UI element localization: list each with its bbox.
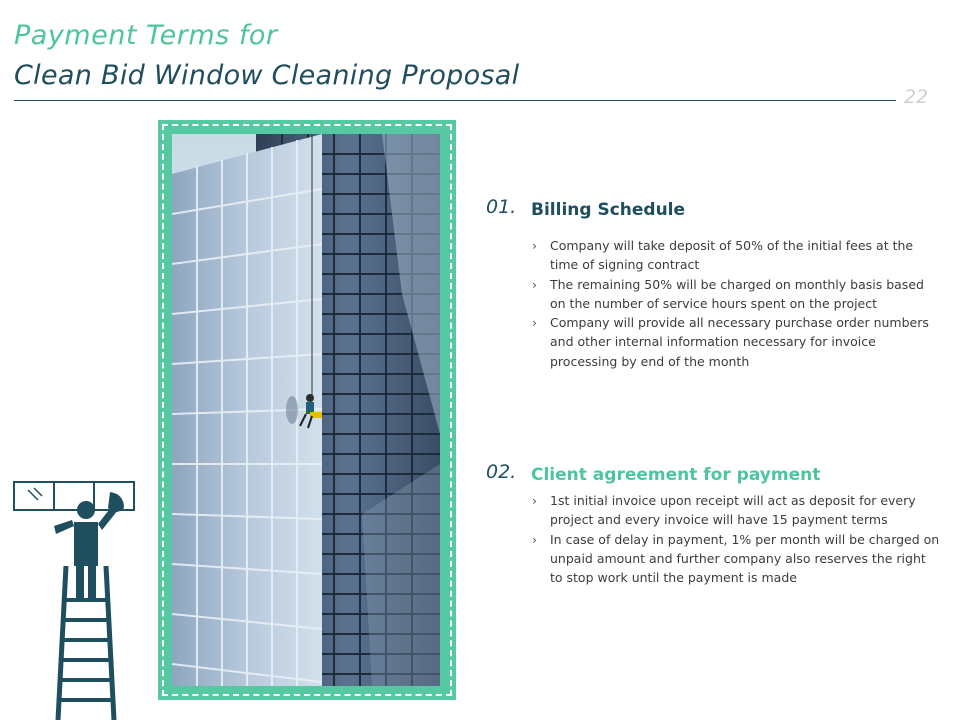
section-1-number: 01. [486, 196, 517, 218]
section-2-title: Client agreement for payment [531, 465, 821, 485]
building-window-cleaner-photo [172, 134, 440, 686]
title-divider [14, 100, 896, 101]
page-number: 22 [904, 86, 929, 108]
list-item: › 1st initial invoice upon receipt will act as deposit for every project and every invoice will have 15 payment terms [532, 493, 916, 528]
list-item: › Company will provide all necessary purchase order numbers and other internal information necessary for invoice processing by end of the month [532, 315, 929, 369]
chevron-right-icon: › [532, 238, 537, 253]
title-line-2: Clean Bid Window Cleaning Proposal [14, 60, 520, 91]
list-item: › Company will take deposit of 50% of the initial fees at the time of signing contract [532, 238, 914, 273]
title-line-1: Payment Terms for [14, 20, 278, 51]
list-item: › The remaining 50% will be charged on monthly basis based on the number of service hours spent on the project [532, 276, 924, 311]
section-2-bullets [532, 491, 942, 587]
section-1-bullets [532, 236, 942, 371]
chevron-right-icon: › [532, 315, 537, 331]
chevron-right-icon: › [532, 276, 537, 292]
photo-frame [158, 120, 456, 700]
chevron-right-icon: › [532, 493, 537, 508]
section-2-number: 02. [486, 461, 517, 483]
section-1-title: Billing Schedule [531, 200, 686, 220]
list-item: › In case of delay in payment, 1% per month will be charged on unpaid amount and further company also reserves the right to stop work until the payment is made [532, 531, 940, 586]
chevron-right-icon: › [532, 531, 537, 547]
window-cleaner-on-ladder-icon [12, 478, 142, 724]
